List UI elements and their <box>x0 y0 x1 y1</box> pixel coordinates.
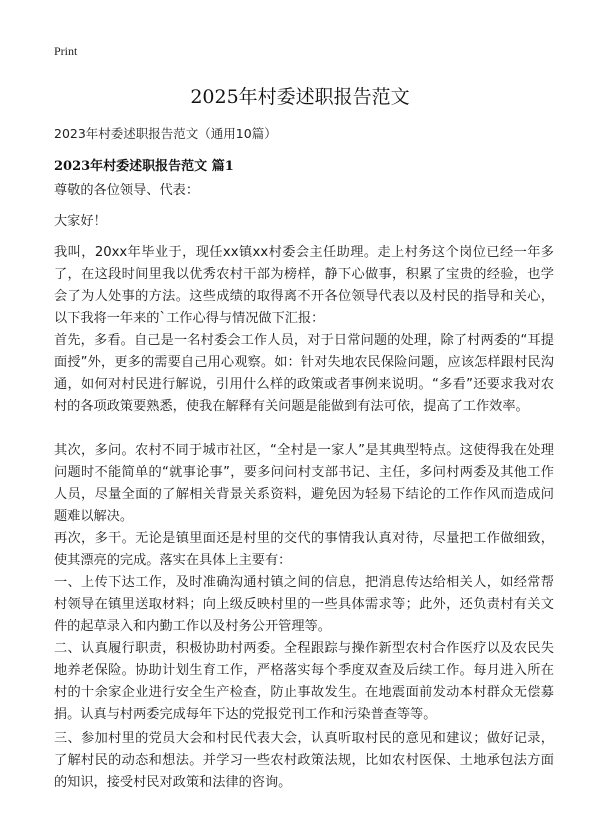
paragraph-intro: 我叫，20xx年毕业于，现任xx镇xx村委会主任助理。走上村务这个岗位已经一年多了，在这段时间里我以优秀农村干部为榜样，静下心做事，积累了宝贵的经验，也学会了为人处事的方法。这些成绩的取得离不开各位领导代表以及村民的指导和关心，以下我将一年来的`工作心得与情况做下汇报： <box>54 245 554 326</box>
paragraph-first: 首先，多看。自己是一名村委会工作人员，对于日常问题的处理，除了村两委的“耳提面授”外，更多的需要自己用心观察。如：针对失地农民保险问题，应该怎样跟村民沟通，如何对村民进行解说，引用什么样的政策或者事例来说明。“多看”还要求我对农村的各项政策要熟悉，使我在解释有关问题是能做到有法可依，提高了工作效率。 <box>54 333 554 414</box>
paragraph-item-one: 一、上传下达工作，及时准确沟通村镇之间的信息，把消息传达给相关人，如经常帮村领导在镇里送取材料；向上级反映村里的一些具体需求等；此外，还负责村有关文件的起草录入和内勤工作以及村务公开管理等。 <box>54 575 554 634</box>
paragraph-second: 其次，多问。农村不同于城市社区，“全村是一家人”是其典型特点。这使得我在处理问题时不能简单的“就事论事”，要多问问村支部书记、主任，多问村两委及其他工作人员，尽量全面的了解相关背景关系资料，避免因为轻易下结论的工作作风而造成问题难以解决。 <box>54 443 554 524</box>
document-subtitle: 2023年村委述职报告范文（通用10篇） <box>54 126 277 141</box>
print-label: Print <box>54 44 78 58</box>
paragraph-greeting: 尊敬的各位领导、代表： <box>54 183 200 198</box>
section-heading: 2023年村委述职报告范文 篇1 <box>54 159 234 174</box>
paragraph-item-two: 二、认真履行职责，积极协助村两委。全程跟踪与操作新型农村合作医疗以及农民失地养老保险。协助计划生育工作，严格落实每个季度双查及后续工作。每月进入所在村的十余家企业进行安全生产检查，防止事故发生。在地震面前发动本村群众无偿募捐。认真与村两委完成每年下达的党报党刊工作和污染普查等等。 <box>54 641 554 722</box>
document-title: 2025年村委述职报告范文 <box>190 86 410 108</box>
paragraph-third: 再次，多干。无论是镇里面还是村里的交代的事情我认真对待，尽量把工作做细致，使其漂亮的完成。落实在具体上主要有： <box>54 531 554 568</box>
paragraph-item-three: 三、参加村里的党员大会和村民代表大会，认真听取村民的意见和建议；做好记录，了解村民的动态和想法。并学习一些农村政策法规，比如农村医保、土地承包法方面的知识，接受村民对政策和法律的咨询。 <box>54 731 554 790</box>
paragraph-hello: 大家好！ <box>54 214 107 229</box>
